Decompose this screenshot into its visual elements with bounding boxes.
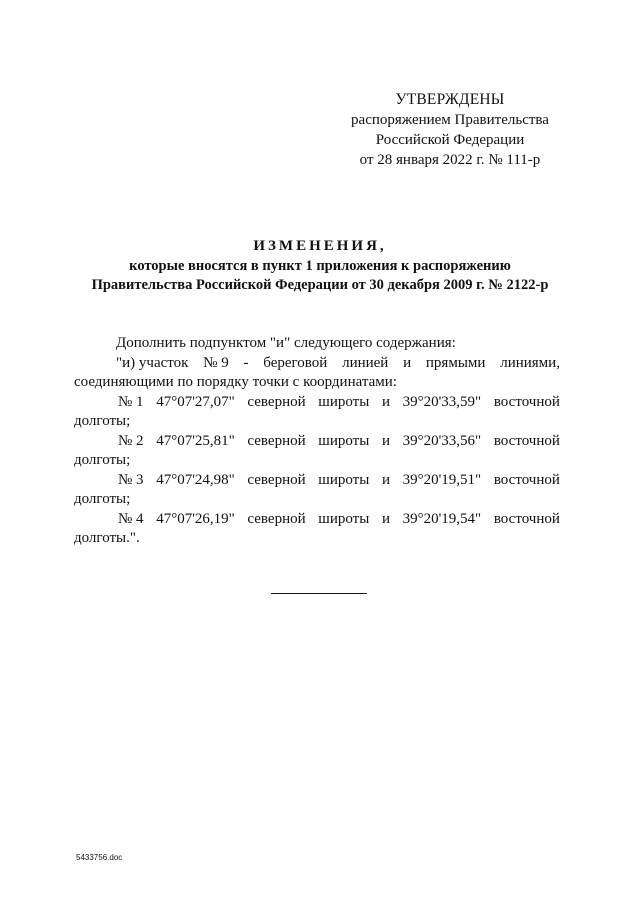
latitude-word-2: широты [318,471,370,488]
approval-block [330,90,570,170]
item-word: линиями, [500,354,560,371]
approval-line-2: распоряжением Правительства [351,112,549,128]
point-tail: долготы; [74,413,131,429]
latitude-word-2: широты [318,510,370,527]
point-tail: долготы; [74,491,131,507]
longitude-word: восточной [493,432,560,449]
document-title: ИЗМЕНЕНИЯ, [253,238,387,254]
item-word: - [243,354,249,371]
latitude-word: северной [247,432,306,449]
approval-heading: УТВЕРЖДЕНЫ [395,91,505,108]
latitude-word: северной [247,393,306,410]
body-intro: Дополнить подпунктом "и" следующего содержания: [116,335,456,351]
point-4 [74,510,560,549]
document-body [74,334,560,549]
point-2 [74,432,560,471]
item-word: "и) участок [116,354,189,371]
item-word: береговой [263,354,328,371]
item-line-1 [74,354,560,374]
point-tail: долготы.". [74,530,140,546]
point-latitude: 47°07'24,98" [156,471,235,488]
point-latitude: 47°07'26,19" [156,510,235,527]
point-latitude: 47°07'25,81" [156,432,235,449]
point-number: № 1 [118,393,144,410]
latitude-word: северной [247,471,306,488]
conjunction: и [381,471,390,488]
point-longitude: 39°20'33,56" [402,432,482,449]
point-longitude: 39°20'19,54" [402,510,482,527]
item-word: линией [342,354,389,371]
approval-line-3: Российской Федерации [375,132,525,148]
separator-line [271,593,367,594]
longitude-word: восточной [493,471,560,488]
latitude-word-2: широты [318,393,370,410]
point-number: № 4 [118,510,144,527]
latitude-word: северной [247,510,306,527]
item-line-2: соединяющими по порядку точки с координатами: [74,374,397,390]
subtitle-line-1: которые вносятся в пункт 1 приложения к распоряжению [129,258,511,274]
point-1 [74,393,560,432]
file-footer: 5433756.doc [76,853,123,862]
conjunction: и [381,393,390,410]
item-word: прямыми [425,354,486,371]
point-3 [74,471,560,510]
point-tail: долготы; [74,452,131,468]
latitude-word-2: широты [318,432,370,449]
document-subtitle [60,257,580,295]
point-longitude: 39°20'19,51" [402,471,482,488]
conjunction: и [381,432,390,449]
point-latitude: 47°07'27,07" [156,393,235,410]
longitude-word: восточной [493,393,560,410]
point-number: № 3 [118,471,144,488]
conjunction: и [381,510,390,527]
item-word: № 9 [203,354,229,371]
point-longitude: 39°20'33,59" [402,393,482,410]
subtitle-line-2: Правительства Российской Федерации от 30 декабря 2009 г. № 2122-р [91,277,549,293]
point-number: № 2 [118,432,144,449]
item-word: и [403,354,412,371]
longitude-word: восточной [493,510,560,527]
approval-date: от 28 января 2022 г. № 111-р [359,152,541,168]
